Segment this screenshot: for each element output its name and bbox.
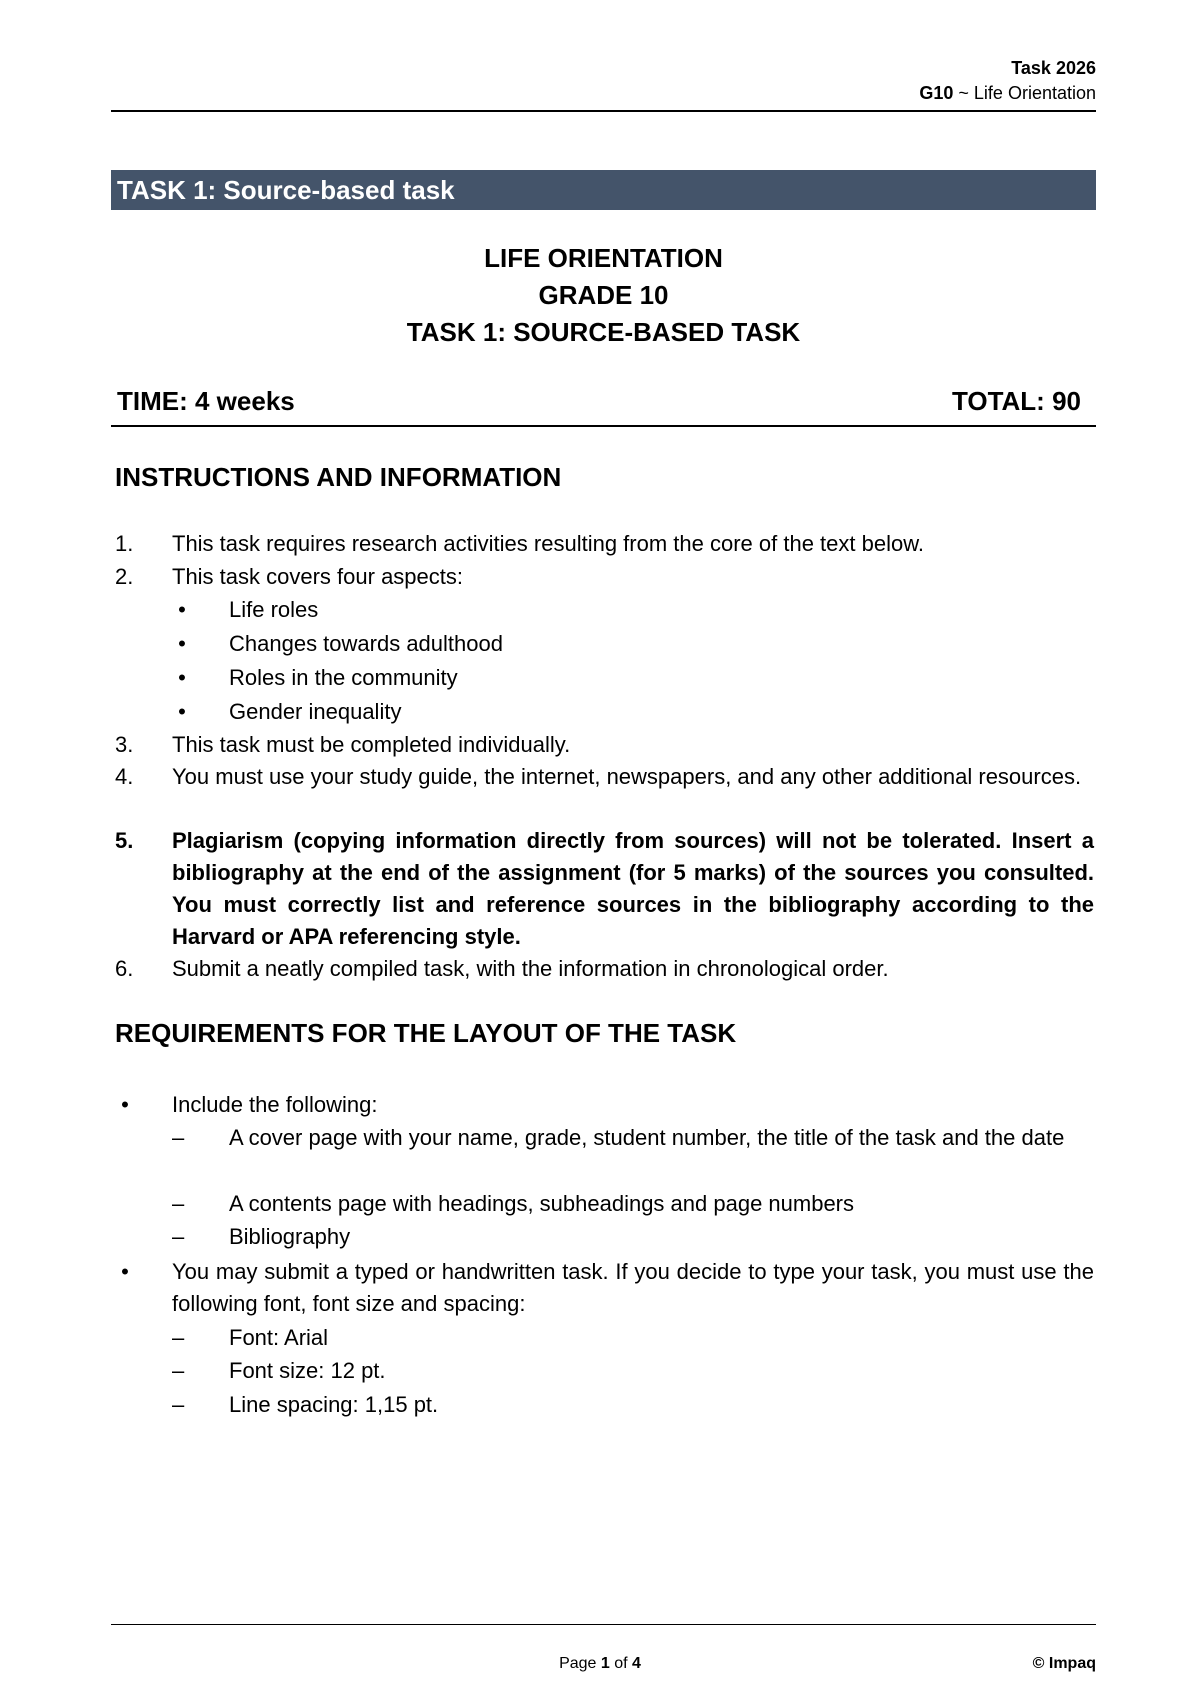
page-number — [0, 1655, 1200, 1673]
copyright: © Impaq — [1032, 1655, 1096, 1672]
requirement-item: You may submit a typed or handwritten task. If you decide to type your task, you must use the following font, font size and spacing: — [172, 1259, 1094, 1316]
grade-label: G10 — [919, 83, 954, 103]
dash-icon: – — [172, 1224, 185, 1249]
requirement-subitem: Font: Arial — [229, 1325, 329, 1350]
header-rule — [111, 110, 1096, 112]
page-current: 1 — [600, 1655, 610, 1672]
requirement-subitem: Font size: 12 pt. — [229, 1358, 386, 1383]
aspect-item: Changes towards adulthood — [229, 631, 503, 656]
task-code: Task 2026 — [1011, 58, 1096, 78]
requirement-subitem: A contents page with headings, subheadings and page numbers — [229, 1191, 855, 1216]
item-number: 3. — [115, 732, 134, 757]
plagiarism-notice: Plagiarism (copying information directly from sources) will not be tolerated. Insert a bibliography at the end of the assignment (for 5 marks) of the sources you consulted. You must correctly list and reference sources in the bibliography according to the Harvard or APA referencing style. — [172, 828, 1094, 949]
bullet-icon: • — [178, 631, 186, 656]
item-number: 6. — [115, 956, 134, 981]
bullet-icon: • — [178, 597, 186, 622]
aspect-item: Roles in the community — [229, 665, 458, 690]
dash-icon: – — [172, 1325, 185, 1350]
subject-label: Life Orientation — [973, 83, 1096, 103]
requirement-subitem: Line spacing: 1,15 pt. — [229, 1392, 439, 1417]
instruction-item: This task must be completed individually. — [172, 732, 571, 757]
running-header — [919, 56, 1096, 106]
bullet-icon: • — [121, 1092, 129, 1117]
instruction-item: Submit a neatly compiled task, with the information in chronological order. — [172, 956, 889, 981]
bullet-icon: • — [178, 665, 186, 690]
requirement-subitem: A cover page with your name, grade, student number, the title of the task and the date — [229, 1125, 1065, 1150]
section-banner: TASK 1: Source-based task — [111, 170, 1096, 210]
requirement-item: Include the following: — [172, 1092, 378, 1117]
time-label: TIME: 4 weeks — [117, 386, 295, 416]
aspect-item: Life roles — [229, 597, 319, 622]
separator: ~ — [953, 83, 974, 103]
requirements-heading: REQUIREMENTS FOR THE LAYOUT OF THE TASK — [115, 1018, 737, 1048]
dash-icon: – — [172, 1392, 185, 1417]
title-line-1: LIFE ORIENTATION — [484, 243, 723, 273]
bullet-icon: • — [121, 1259, 129, 1284]
instructions-heading: INSTRUCTIONS AND INFORMATION — [115, 462, 562, 492]
dash-icon: – — [172, 1191, 185, 1216]
meta-rule — [111, 425, 1096, 427]
title-line-2: GRADE 10 — [538, 280, 669, 310]
item-number: 4. — [115, 764, 134, 789]
title-line-3: TASK 1: SOURCE-BASED TASK — [406, 317, 801, 347]
page-total: 4 — [632, 1655, 641, 1672]
of-label: of — [609, 1655, 633, 1672]
instruction-item: This task covers four aspects: — [172, 564, 463, 589]
item-number: 2. — [115, 564, 134, 589]
total-label: TOTAL: 90 — [951, 386, 1081, 416]
footer-rule — [111, 1624, 1096, 1625]
requirement-subitem: Bibliography — [229, 1224, 351, 1249]
page-label: Page — [559, 1655, 601, 1672]
instruction-item: This task requires research activities resulting from the core of the text below. — [172, 531, 924, 556]
item-number: 5. — [115, 828, 134, 853]
dash-icon: – — [172, 1358, 185, 1383]
bullet-icon: • — [178, 699, 186, 724]
instruction-item: You must use your study guide, the internet, newspapers, and any other additional resources. — [172, 764, 1082, 789]
aspect-item: Gender inequality — [229, 699, 402, 724]
dash-icon: – — [172, 1125, 185, 1150]
grade-subject — [919, 81, 1096, 106]
item-number: 1. — [115, 531, 134, 556]
